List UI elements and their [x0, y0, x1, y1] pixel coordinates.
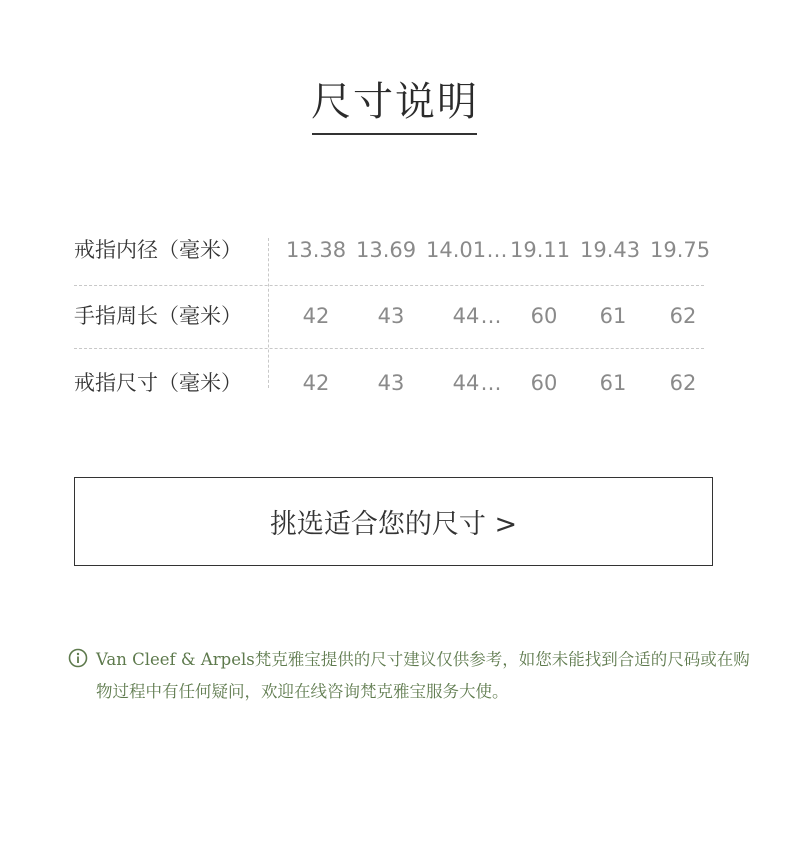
table-cell: 61: [599, 304, 627, 328]
table-cell: 44: [452, 371, 480, 395]
table-row: [74, 230, 714, 270]
table-cell: 60: [530, 371, 558, 395]
choose-size-button[interactable]: 挑选适合您的尺寸 >: [74, 477, 713, 566]
note-text: [96, 644, 756, 708]
table-cell-ellipsis: …: [480, 371, 502, 395]
note-body: 梵克雅宝提供的尺寸建议仅供参考，如您未能找到合适的尺码或在购物过程中有任何疑问，欢迎在线咨询梵克雅宝服务大使。: [96, 650, 750, 701]
page-title: 尺寸说明: [311, 79, 479, 125]
brand-name: Van Cleef & Arpels: [96, 650, 255, 669]
table-cell: 42: [302, 304, 330, 328]
table-cell: 62: [669, 371, 697, 395]
table-cell: 42: [302, 371, 330, 395]
table-cell: 44: [452, 304, 480, 328]
row-label-inner-diameter: 戒指内径（毫米）: [74, 238, 242, 262]
title-underline: [312, 133, 477, 135]
size-table: [74, 230, 714, 395]
table-cell: 43: [377, 371, 405, 395]
table-cell: 19.11: [510, 238, 571, 262]
table-cell-ellipsis: …: [486, 238, 508, 262]
table-row: [74, 363, 714, 403]
info-circle-icon: [68, 648, 88, 668]
row-label-finger-circumference: 手指周长（毫米）: [74, 304, 242, 328]
row-divider: [74, 285, 704, 286]
table-cell-ellipsis: …: [480, 304, 502, 328]
row-divider: [74, 348, 704, 349]
table-cell: 60: [530, 304, 558, 328]
table-cell: 61: [599, 371, 627, 395]
table-cell: 19.75: [650, 238, 711, 262]
row-label-ring-size: 戒指尺寸（毫米）: [74, 371, 242, 395]
table-cell: 14.01: [426, 238, 487, 262]
table-cell: 13.69: [356, 238, 417, 262]
table-cell: 19.43: [580, 238, 641, 262]
table-cell: 43: [377, 304, 405, 328]
table-cell: 13.38: [286, 238, 347, 262]
table-row: [74, 296, 714, 336]
table-cell: 62: [669, 304, 697, 328]
